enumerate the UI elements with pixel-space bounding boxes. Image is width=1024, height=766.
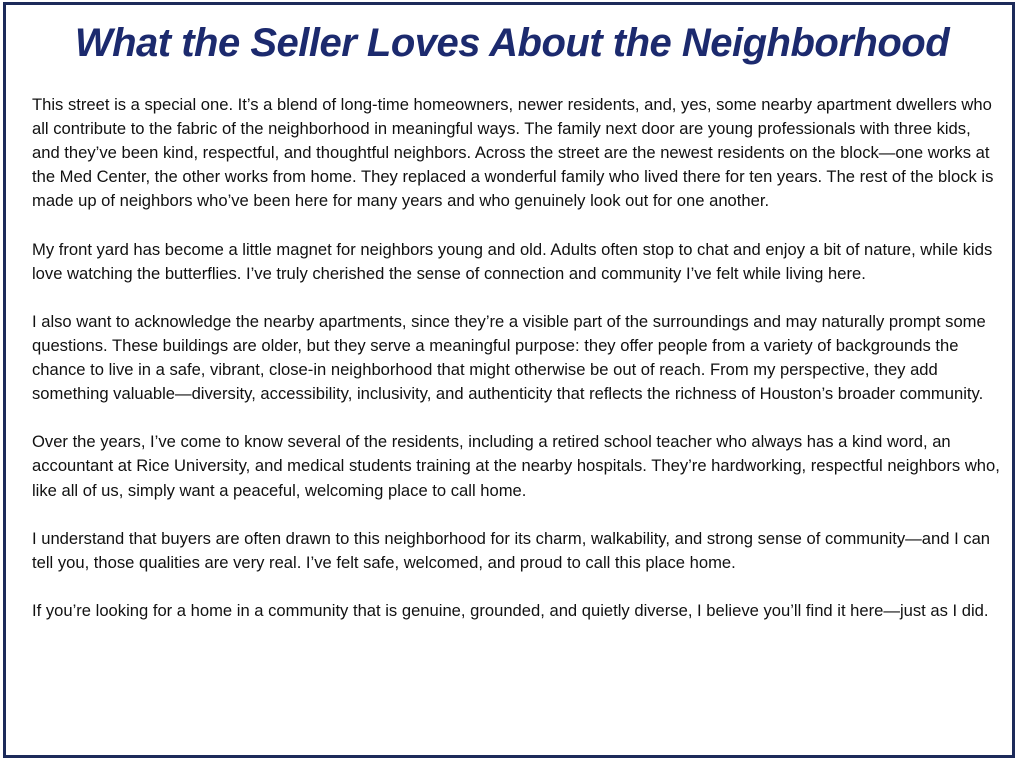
paragraph-closing: If you’re looking for a home in a community that is genuine, grounded, and quietly diverse, I believe you’ll find it here—just as I did. — [32, 600, 989, 620]
paragraph-front-yard: My front yard has become a little magnet for neighbors young and old. Adults often stop to chat and enjoy a bit of nature, while kids love watching the butterflies. I’ve truly cherished the sense of connection and community I’ve felt while living here. — [32, 239, 993, 283]
document-body — [32, 93, 1002, 647]
paragraph-residents: Over the years, I’ve come to know several of the residents, including a retired school teacher who always has a kind word, an accountant at Rice University, and medical students training at the nearby hospitals. They’re hardworking, respectful neighbors who, like all of us, simply want a peaceful, welcoming place to call home. — [32, 432, 1000, 500]
paragraph-buyers: I understand that buyers are often drawn to this neighborhood for its charm, walkability, and strong sense of community—and I can tell you, those qualities are very real. I’ve felt safe, welcomed, and proud to call this place home. — [32, 528, 991, 572]
document-frame — [3, 2, 1015, 758]
paragraph-street: This street is a special one. It’s a blend of long-time homeowners, newer residents, and, yes, some nearby apartment dwellers who all contribute to the fabric of the neighborhood in meaningful ways. The family next door are young professionals with three kids, and they’ve been kind, respectful, and thoughtful neighbors. Across the street are the newest residents on the block—one works at the Med Center, the other works from home. They replaced a wonderful family who lived there for ten years. The rest of the block is made up of neighbors who’ve been here for many years and who genuinely look out for one another. — [32, 95, 994, 211]
paragraph-apartments: I also want to acknowledge the nearby apartments, since they’re a visible part of the surroundings and may naturally prompt some questions. These buildings are older, but they serve a meaningful purpose: they offer people from a variety of backgrounds the chance to live in a safe, vibrant, close-in neighborhood that might otherwise be out of reach. From my perspective, they add something valuable—diversity, accessibility, inclusivity, and authenticity that reflects the richness of Houston’s broader community. — [32, 311, 986, 404]
page-title: What the Seller Loves About the Neighborhood — [74, 21, 950, 65]
